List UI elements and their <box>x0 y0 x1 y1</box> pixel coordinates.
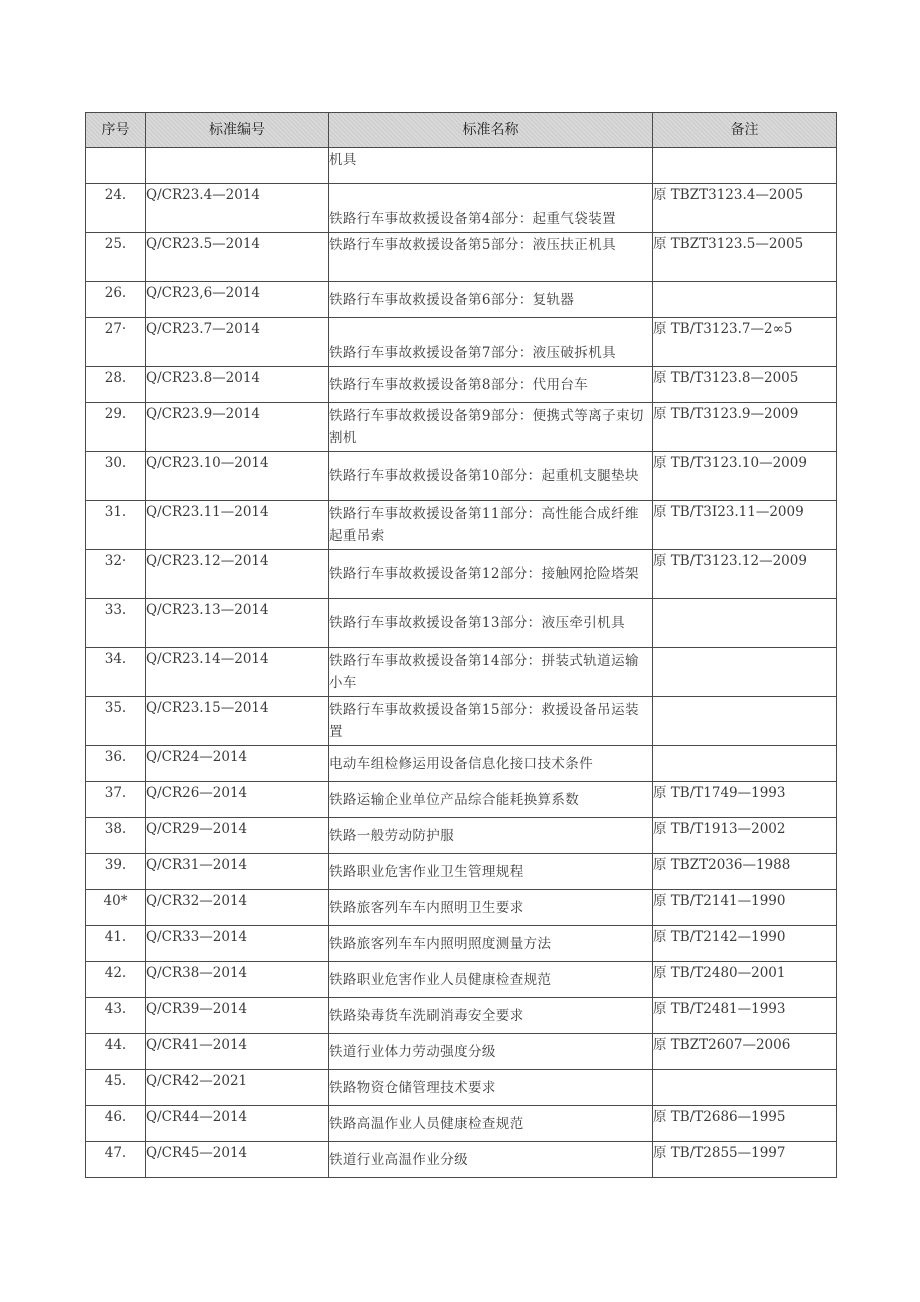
cell-name: 铁路一般劳动防护服 <box>329 818 653 854</box>
cell-seq <box>86 148 146 184</box>
cell-note: 原 TB/T1913—2002 <box>653 818 837 854</box>
cell-seq: 43. <box>86 998 146 1034</box>
cell-name: 铁路旅客列车车内照明照度测量方法 <box>329 926 653 962</box>
table-row <box>86 184 837 233</box>
cell-code: Q/CR23.14—2014 <box>146 648 329 697</box>
table-row <box>86 148 837 184</box>
cell-code: Q/CR23.15—2014 <box>146 697 329 746</box>
cell-note: 原 TBZT3123.5—2005 <box>653 233 837 282</box>
table-row <box>86 403 837 452</box>
cell-code: Q/CR41—2014 <box>146 1034 329 1070</box>
cell-note: 原 TB/T2686—1995 <box>653 1106 837 1142</box>
cell-code: Q/CR23.8—2014 <box>146 367 329 403</box>
cell-name: 铁路高温作业人员健康检查规范 <box>329 1106 653 1142</box>
cell-code: Q/CR23.7—2014 <box>146 318 329 367</box>
cell-seq: 38. <box>86 818 146 854</box>
cell-seq: 24. <box>86 184 146 233</box>
table-row <box>86 282 837 318</box>
cell-name: 铁路行车事故救援设备第7部分：液压破拆机具 <box>329 318 653 367</box>
table-row <box>86 452 837 501</box>
cell-name: 铁路行车事故救援设备第14部分：拼装式轨道运输小车 <box>329 648 653 697</box>
cell-note <box>653 148 837 184</box>
table-row <box>86 782 837 818</box>
cell-note: 原 TB/T3I23.11—2009 <box>653 501 837 550</box>
cell-name: 铁道行业高温作业分级 <box>329 1142 653 1178</box>
cell-note: 原 TBZT3123.4—2005 <box>653 184 837 233</box>
cell-seq: 34. <box>86 648 146 697</box>
cell-seq: 26. <box>86 282 146 318</box>
cell-name: 铁路职业危害作业人员健康检查规范 <box>329 962 653 998</box>
table-row <box>86 1034 837 1070</box>
cell-name: 铁路行车事故救援设备第9部分：便携式等离子束切割机 <box>329 403 653 452</box>
cell-note: 原 TB/T2855—1997 <box>653 1142 837 1178</box>
cell-seq: 47. <box>86 1142 146 1178</box>
cell-code: Q/CR45—2014 <box>146 1142 329 1178</box>
table-header-row <box>86 113 837 148</box>
cell-code: Q/CR23.10—2014 <box>146 452 329 501</box>
cell-seq: 27· <box>86 318 146 367</box>
header-note: 备注 <box>653 113 837 148</box>
cell-seq: 45. <box>86 1070 146 1106</box>
table-row <box>86 1142 837 1178</box>
cell-name: 铁路行车事故救援设备第12部分：接触网抢险塔架 <box>329 550 653 599</box>
cell-seq: 29. <box>86 403 146 452</box>
cell-name: 铁路行车事故救援设备第6部分：复轨器 <box>329 282 653 318</box>
header-name: 标准名称 <box>329 113 653 148</box>
cell-code: Q/CR33—2014 <box>146 926 329 962</box>
cell-seq: 39. <box>86 854 146 890</box>
table-row <box>86 550 837 599</box>
table-row <box>86 233 837 282</box>
cell-code: Q/CR23,6—2014 <box>146 282 329 318</box>
cell-note <box>653 648 837 697</box>
cell-note: 原 TB/T3123.10—2009 <box>653 452 837 501</box>
cell-seq: 28. <box>86 367 146 403</box>
table-row <box>86 367 837 403</box>
table-row <box>86 890 837 926</box>
cell-code: Q/CR42—2021 <box>146 1070 329 1106</box>
table-row <box>86 926 837 962</box>
table-row <box>86 697 837 746</box>
cell-note <box>653 1070 837 1106</box>
cell-note: 原 TB/T2142—1990 <box>653 926 837 962</box>
table-row <box>86 746 837 782</box>
cell-code <box>146 148 329 184</box>
cell-note <box>653 746 837 782</box>
cell-note <box>653 697 837 746</box>
table-row <box>86 501 837 550</box>
header-seq: 序号 <box>86 113 146 148</box>
cell-code: Q/CR23.9—2014 <box>146 403 329 452</box>
cell-seq: 25. <box>86 233 146 282</box>
cell-note: 原 TB/T3123.7—2∞5 <box>653 318 837 367</box>
table-row <box>86 854 837 890</box>
cell-note: 原 TBZT2607—2006 <box>653 1034 837 1070</box>
cell-note: 原 TB/T3123.9—2009 <box>653 403 837 452</box>
cell-note <box>653 282 837 318</box>
cell-name: 铁路行车事故救援设备第15部分：救援设备吊运装置 <box>329 697 653 746</box>
table-row <box>86 962 837 998</box>
cell-code: Q/CR23.5—2014 <box>146 233 329 282</box>
cell-seq: 33. <box>86 599 146 648</box>
table-row <box>86 998 837 1034</box>
cell-code: Q/CR38—2014 <box>146 962 329 998</box>
cell-seq: 37. <box>86 782 146 818</box>
cell-seq: 32· <box>86 550 146 599</box>
cell-note: 原 TB/T2141—1990 <box>653 890 837 926</box>
standards-table <box>85 112 837 1178</box>
table-row <box>86 1070 837 1106</box>
cell-code: Q/CR44—2014 <box>146 1106 329 1142</box>
cell-note: 原 TB/T3123.8—2005 <box>653 367 837 403</box>
cell-name: 铁路旅客列车车内照明卫生要求 <box>329 890 653 926</box>
cell-code: Q/CR39—2014 <box>146 998 329 1034</box>
cell-note <box>653 599 837 648</box>
cell-code: Q/CR23.4—2014 <box>146 184 329 233</box>
cell-note: 原 TB/T2480—2001 <box>653 962 837 998</box>
cell-code: Q/CR29—2014 <box>146 818 329 854</box>
cell-name: 铁路染毒货车洗刷消毒安全要求 <box>329 998 653 1034</box>
cell-note: 原 TBZT2036—1988 <box>653 854 837 890</box>
cell-code: Q/CR31—2014 <box>146 854 329 890</box>
cell-seq: 46. <box>86 1106 146 1142</box>
cell-name: 铁路职业危害作业卫生管理规程 <box>329 854 653 890</box>
table-row <box>86 599 837 648</box>
cell-seq: 42. <box>86 962 146 998</box>
cell-name: 铁路行车事故救援设备第4部分：起重气袋装置 <box>329 184 653 233</box>
cell-note: 原 TB/T2481—1993 <box>653 998 837 1034</box>
cell-name: 铁路行车事故救援设备第8部分：代用台车 <box>329 367 653 403</box>
cell-name: 铁路行车事故救援设备第13部分：液压牵引机具 <box>329 599 653 648</box>
cell-name: 铁路行车事故救援设备第5部分：液压扶正机具 <box>329 233 653 282</box>
cell-name: 铁道行业体力劳动强度分级 <box>329 1034 653 1070</box>
cell-seq: 35. <box>86 697 146 746</box>
cell-name: 铁路运输企业单位产品综合能耗换算系数 <box>329 782 653 818</box>
table-row <box>86 818 837 854</box>
table-row <box>86 648 837 697</box>
table-row <box>86 318 837 367</box>
cell-code: Q/CR23.11—2014 <box>146 501 329 550</box>
cell-code: Q/CR32—2014 <box>146 890 329 926</box>
cell-name: 铁路行车事故救援设备第11部分：高性能合成纤维起重吊索 <box>329 501 653 550</box>
cell-code: Q/CR26—2014 <box>146 782 329 818</box>
cell-name: 电动车组检修运用设备信息化接口技术条件 <box>329 746 653 782</box>
table-body <box>86 148 837 1178</box>
cell-code: Q/CR23.13—2014 <box>146 599 329 648</box>
cell-seq: 41. <box>86 926 146 962</box>
cell-note: 原 TB/T1749—1993 <box>653 782 837 818</box>
header-code: 标准编号 <box>146 113 329 148</box>
cell-seq: 36. <box>86 746 146 782</box>
cell-name: 铁路行车事故救援设备第10部分：起重机支腿垫块 <box>329 452 653 501</box>
cell-seq: 40* <box>86 890 146 926</box>
cell-name: 机具 <box>329 148 653 184</box>
cell-seq: 30. <box>86 452 146 501</box>
cell-code: Q/CR23.12—2014 <box>146 550 329 599</box>
cell-code: Q/CR24—2014 <box>146 746 329 782</box>
cell-name: 铁路物资仓储管理技术要求 <box>329 1070 653 1106</box>
table-row <box>86 1106 837 1142</box>
cell-note: 原 TB/T3123.12—2009 <box>653 550 837 599</box>
cell-seq: 44. <box>86 1034 146 1070</box>
cell-seq: 31. <box>86 501 146 550</box>
